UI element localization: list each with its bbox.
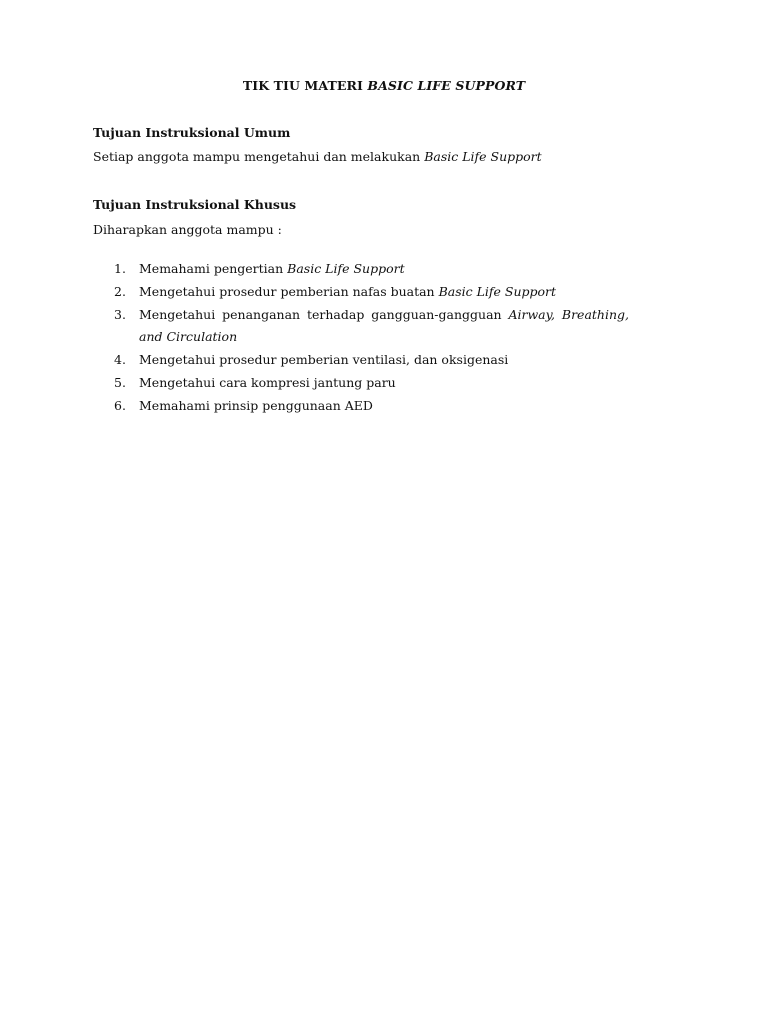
list-item	[0, 395, 768, 417]
list-item-plain: Memahami prinsip penggunaan AED	[139, 398, 373, 413]
document-title	[0, 78, 768, 93]
objective-list	[0, 258, 768, 418]
list-item	[0, 258, 768, 280]
list-item-number: 2.	[114, 284, 126, 299]
list-item-text	[139, 349, 629, 371]
list-item-plain: Mengetahui prosedur pemberian ventilasi, dan oksigenasi	[139, 352, 509, 367]
list-item-plain: Mengetahui penanganan terhadap gangguan-gangguan	[139, 307, 509, 322]
list-item	[0, 281, 768, 303]
list-item-text	[139, 258, 629, 280]
list-item	[0, 372, 768, 394]
list-item-italic: Basic Life Support	[438, 284, 557, 299]
title-plain: TIK TIU MATERI	[242, 78, 368, 93]
list-item-number: 6.	[114, 398, 126, 413]
list-item-plain: Mengetahui cara kompresi jantung paru	[139, 375, 396, 390]
list-item-text	[139, 395, 629, 417]
list-item-plain: Memahami pengertian	[139, 261, 288, 276]
list-item	[0, 304, 768, 348]
list-item-number: 3.	[114, 307, 126, 322]
list-item	[0, 349, 768, 371]
list-item-number: 4.	[114, 352, 126, 367]
title-italic: BASIC LIFE SUPPORT	[367, 78, 526, 93]
list-item-plain: Mengetahui prosedur pemberian nafas buatan	[139, 284, 439, 299]
tiu-text-italic: Basic Life Support	[424, 149, 542, 164]
list-item-italic: Airway, Breathing, and Circulation	[139, 307, 629, 344]
list-item-italic: Basic Life Support	[287, 261, 405, 276]
list-item-number: 5.	[114, 375, 126, 390]
list-item-text	[139, 372, 629, 394]
list-item-text	[139, 304, 629, 348]
tiu-heading: Tujuan Instruksional Umum	[93, 125, 291, 140]
list-item-text	[139, 281, 629, 303]
tik-intro: Diharapkan anggota mampu :	[93, 222, 282, 237]
tiu-text	[93, 149, 542, 164]
list-item-number: 1.	[114, 261, 126, 276]
tiu-text-plain: Setiap anggota mampu mengetahui dan melakukan	[93, 149, 425, 164]
tik-heading: Tujuan Instruksional Khusus	[93, 197, 297, 212]
